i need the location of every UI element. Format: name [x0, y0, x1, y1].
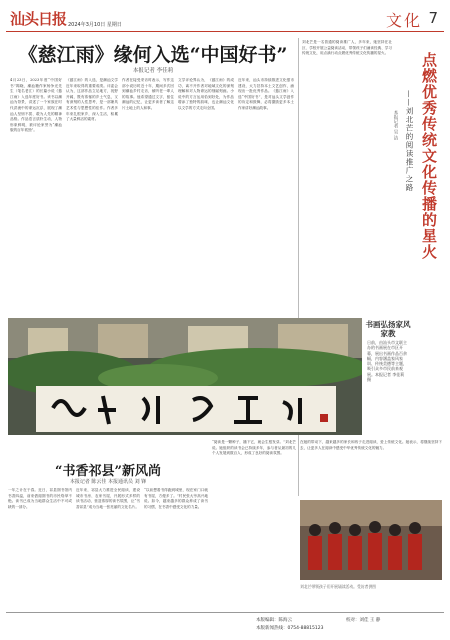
- page-number: 7: [428, 9, 438, 27]
- article1-column: 近年来，汕头市持续推进文化强市建设，大力扶持本土文艺创作，涌现出一批优秀作品。《慈江雨》入选“中国好书”，是对汕头文学创作的肯定和鼓舞，必将激励更多本土作家讲好潮汕故事。: [238, 78, 294, 110]
- article2-byline: 本报记者 陈云佳 本报通讯员 刘 锋: [69, 479, 147, 485]
- article1-column: 4月23日，2023年度“中国好书”揭晓，潮汕籍作家杨争光先生（笔名老江）的长篇小说《慈江雨》入选年度好书。该书以潮汕为背景，讲述了一个家族在时代洪流中的命运沉浮，展现了潮汕人坚韧不拔、敢为人先的精神品格。作品语言质朴生动，人物形象鲜明，被评论家誉为“潮汕版的百年孤独”。: [10, 78, 62, 133]
- article3-column: 刘北芒是一名普通的阅读推广人，多年来，她坚持在社区、学校开展公益阅读活动，带领孩子们诵读经典、学习传统文化，用点滴行动点燃优秀传统文化传播的星火。: [302, 40, 392, 56]
- article3-title: 点燃优秀传统文化传播的星火: [420, 52, 438, 260]
- article1-column: 《慈江雨》的入选，是潮汕文学近年来取得的重要成绩。评委会认为，这部作品立足地方，视野开阔，既有浓郁的乡土气息，又有深刻的人性思考，是一部兼具艺术性与思想性的佳作。作者多年来扎根家乡，深入生活，积累了大量鲜活的素材。: [66, 78, 118, 122]
- article3-byline: 本报记者 吴 洁: [393, 110, 398, 140]
- reading-photo-graphic: [300, 500, 442, 580]
- page-header: [6, 6, 444, 32]
- footer-checker: 校对：刘佳 王 静: [346, 618, 381, 623]
- article3-column: 在她的带动下，越来越多的家长和孩子走进阅读，爱上传统文化。她表示，将继续坚持下去，让更多人在阅读中感受中华优秀传统文化的魅力。: [300, 440, 442, 450]
- article1-column: 文学评论界认为，《慈江雨》的成功，离不开作者对地域文化的深刻理解和对人物命运的细腻刻画。小说中的方言运用恰到好处，为作品增添了独特的韵味，也让潮汕文化以文学的方式走向全国。: [178, 78, 234, 110]
- article3-subtitle: ——刘北芒的阅读推广之路: [405, 90, 414, 192]
- page-footer: [6, 612, 444, 634]
- article3-column: “阅读是一颗种子，播下它，就会生根发芽。”刘北芒说。她组织的读书会已持续多年，参与者从最初的几个人发展到数百人，形成了良好的阅读氛围。: [212, 440, 296, 456]
- section-title: 文化: [385, 11, 422, 30]
- article2-title: “书香祁县”新风尚: [55, 464, 161, 479]
- article1-column: 作者在接受采访时表示，写作这部小说历时近十年，期间多次回到潮汕乡村走访，倾听老一辈人的故事。他希望通过文字，留住潮汕的记忆，让更多读者了解这片土地上的人和事。: [122, 78, 174, 110]
- issue-date: 2024年3月10日 星期日: [68, 22, 122, 28]
- photo-title: 书画弘扬家风家教: [365, 320, 411, 338]
- article1-byline: 本报记者 李佳莉: [132, 68, 174, 74]
- newspaper-logo: 汕头日报: [10, 10, 67, 28]
- photo-caption: 日前，由汕头市文联主办的书画展在市区开幕，展出书画作品百余幅，内容涵盖家风家训、传统美德等主题，吸引众多市民前来观展。本报记者 李佳莉 摄: [367, 340, 407, 383]
- article2-column: “以前想看书得跑到城里，现在家门口就有书屋，方便多了。”村民张大爷高兴地说。如今，越来越多的群众养成了读书的习惯，在书香中感受文化的力量。: [144, 488, 208, 509]
- calligraphy-photo-graphic: [8, 318, 362, 435]
- calligraphy-exhibition-photo: [8, 318, 362, 435]
- article2-column: 一年之计在于春。近日，祁县图书馆内书香四溢，前来借阅图书的市民络绎不绝。读书已成为当地群众生活中不可或缺的一部分。: [8, 488, 72, 509]
- reading-photo-caption: 刘北芒带领孩子们开展诵读活动。受访者供图: [300, 584, 376, 589]
- article2-column: 近年来，祁县大力推进全民阅读，建设城市书房、农家书屋，开展形式多样的读书活动，营造浓厚的读书氛围，让“书香祁县”成为当地一张亮丽的文化名片。: [76, 488, 140, 509]
- article1-title: 《慈江雨》缘何入选“中国好书”: [18, 44, 288, 66]
- footer-phone: 本版新闻热线：0754-88815123: [256, 626, 324, 631]
- footer-editor: 本版编辑：陈海云: [256, 618, 292, 623]
- reading-event-photo: [300, 500, 442, 580]
